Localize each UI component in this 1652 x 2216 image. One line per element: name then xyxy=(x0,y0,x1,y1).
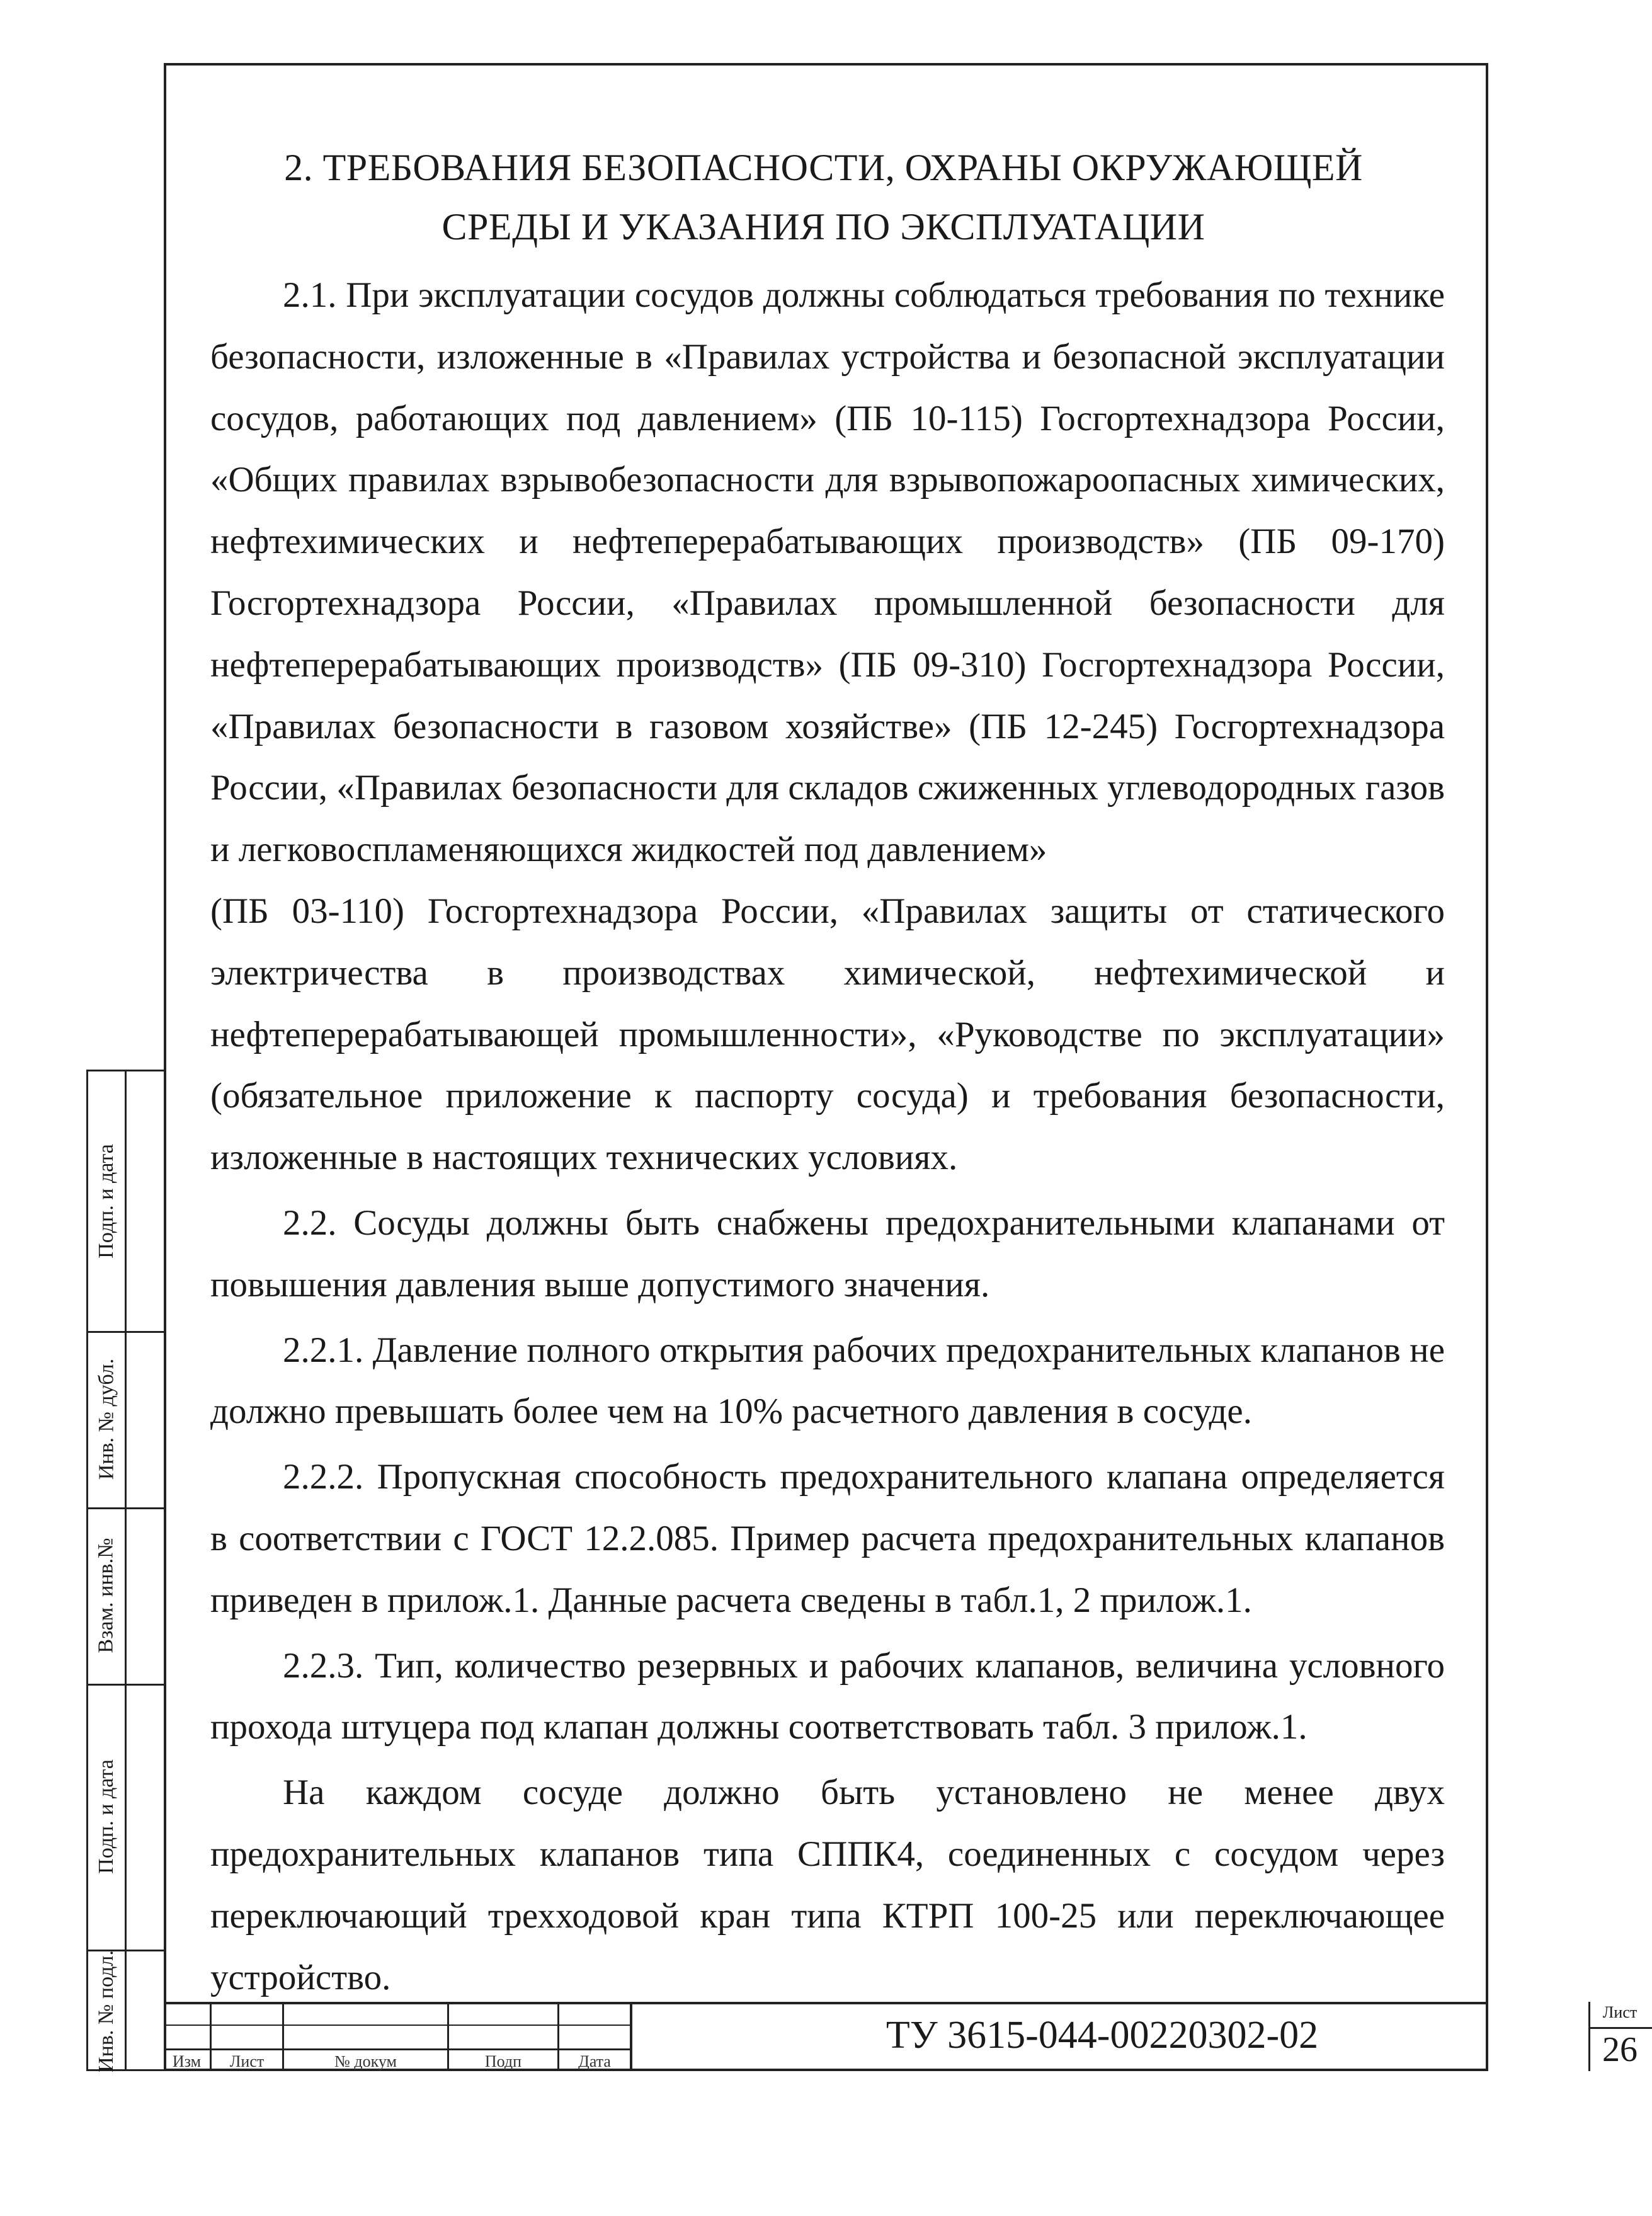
section-heading-line-2: СРЕДЫ И УКАЗАНИЯ ПО ЭКСПЛУАТАЦИИ xyxy=(441,206,1205,248)
title-col-list: Лист xyxy=(229,2052,265,2070)
stamp-inv-podl: Инв. № подл. xyxy=(94,1950,118,2072)
paragraph-2-2: 2.2. Сосуды должны быть снабжены предохранительными клапанами от повышения давления выше допустимого значения. xyxy=(210,1202,1445,1305)
title-block xyxy=(164,2002,1638,2071)
document-code: ТУ 3615-044-00220302-02 xyxy=(886,2014,1319,2057)
paragraph-valves: На каждом сосуде должно быть установлено не менее двух предохранительных клапанов типа СППК4, соединенных с сосудом через переключающий трехходовой кран типа КТРП 100-25 или переключающее устройство. xyxy=(210,1773,1445,1997)
title-col-dokum: № докум xyxy=(334,2052,397,2070)
stamp-inv-dubl: Инв. № дубл. xyxy=(94,1358,118,1480)
section-heading-line-1: 2. ТРЕБОВАНИЯ БЕЗОПАСНОСТИ, ОХРАНЫ ОКРУЖАЮЩЕЙ xyxy=(284,147,1363,188)
title-col-podp: Подп xyxy=(484,2052,522,2070)
stamp-podp-data-1: Подп. и дата xyxy=(94,1144,118,1259)
paragraph-2-1-continued: (ПБ 03-110) Госгортехнадзора России, «Правилах защиты от статического электричества в производствах химической, нефтехимической и нефтеперерабатывающей промышленности», «Руководстве по эксплуатации» (обязательное приложение к паспорту сосуда) и требования безопасности, изложенные в настоящих технических условиях. xyxy=(210,891,1445,1178)
sheet-number: 26 xyxy=(1602,2030,1638,2069)
paragraph-2-1: 2.1. При эксплуатации сосудов должны соблюдаться требования по технике безопасности, изложенные в «Правилах устройства и безопасной эксплуатации сосудов, работающих под давлением» (ПБ 10-115) Госгортехнадзора России, «Общих правилах взрывобезопасности для взрывопожароопасных химических, нефтехимических и нефтеперерабатывающих производств» (ПБ 09-170) Госгортехнадзора России, «Правилах промышленной безопасности для нефтеперерабатывающих производств» (ПБ 09-310) Госгортехнадзора России, «Правилах безопасности в газовом хозяйстве» (ПБ 12-245) Госгортехнадзора России, «Правилах безопасности для складов сжиженных углеводородных газов и легковоспламеняющихся жидкостей под давлением» xyxy=(210,275,1445,870)
stamp-podp-data-2: Подп. и дата xyxy=(94,1759,118,1874)
margin-stamp xyxy=(86,1070,164,2071)
title-col-izm: Изм xyxy=(172,2052,202,2070)
title-col-data: Дата xyxy=(578,2052,611,2070)
body-text xyxy=(210,265,1445,2008)
paragraph-2-2-1: 2.2.1. Давление полного открытия рабочих предохранительных клапанов не должно превышать более чем на 10% расчетного давления в сосуде. xyxy=(210,1330,1445,1432)
sheet-label: Лист xyxy=(1602,2003,1638,2021)
paragraph-2-2-3: 2.2.3. Тип, количество резервных и рабочих клапанов, величина условного прохода штуцера под клапан должны соответствовать табл. 3 прилож.1. xyxy=(210,1645,1445,1747)
paragraph-2-2-2: 2.2.2. Пропускная способность предохранительного клапана определяется в соответствии с ГОСТ 12.2.085. Пример расчета предохранительных клапанов приведен в прилож.1. Данные расчета сведены в табл.1, 2 прилож.1. xyxy=(210,1457,1445,1620)
stamp-vzam-inv: Взам. инв.№ xyxy=(94,1538,118,1653)
